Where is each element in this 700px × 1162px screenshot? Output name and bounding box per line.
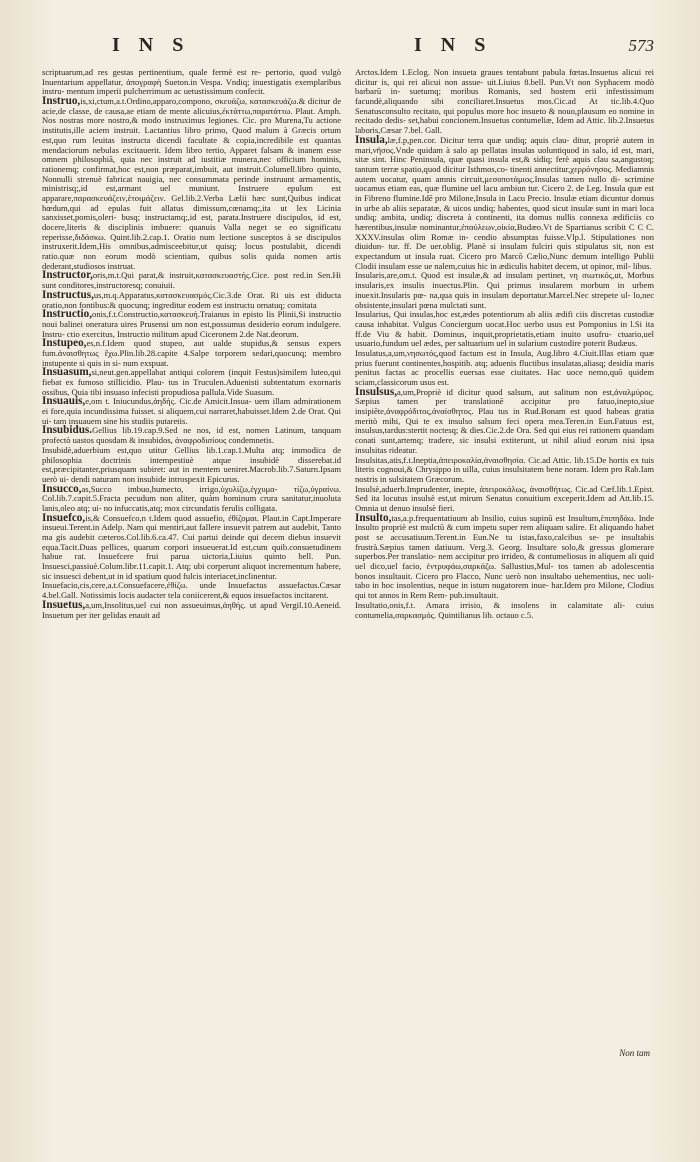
- page-number: 573: [628, 36, 654, 55]
- entry-text: oris,m.t.Qui parat,& instruit,κατασκευαστής.Cice. post red.in Sen.Hi sunt conditores,instructoresq; conuiuii.: [42, 270, 341, 291]
- entry-text: tas,a.p.frequentatiuum ab Insilio, cuius supinū est Insultum,ἐπιπηδάω. Inde Insulto propriè est mulctū & cum impetu super rem aliquam salire. Et aliquando habet post se accusatiuum.Terent.in Eun.Ne tu istas,faxo,calcibus se- pe insultabis frustrà.Sæpius tamen datiuum. Verg.3. Georg. Insultare solo,& gressus glomerare superbos.Per translatio- nem accipitur pro irrideo, & contumeliosus in aliquem ali quid uel dico,uel facio, ἐντρυφάω,σαρκάζω. Sallustius,Mul- tos tamen ab adolescentia bonos insultauit. Cicero pro Flacco, Nunc uerò non insultabo uehementius, nec uoli- tabo in hoc insolentius, neque in istum nugatorem inue- har.Idem pro Milone, Clodius qui tot annos in Rem Rem- pub.insultauit.: [355, 512, 654, 601]
- dictionary-entry: [42, 511, 341, 582]
- dictionary-entry: [42, 310, 341, 339]
- dictionary-entry: [42, 97, 341, 271]
- entry-text: onis,f.t.Constructio,κατασκευή.Traianus in episto lis Plinii,Si instructio noui balinei oneratura uires Prusensi um non est,possumus desiderio eorum indulgere. Instru- ctio exercitus, Instructio militum apud Ciceronem 2.de Nat.deorum.: [42, 309, 341, 339]
- dictionary-entry: [42, 426, 341, 445]
- dictionary-entry: [42, 68, 341, 97]
- entry-headword: Instructio,: [42, 308, 93, 321]
- left-column: [42, 68, 341, 620]
- entry-text: a,um,Propriè id dicitur quod salsum, aut salitum non est,ἀναλμύρος. Sæpius tamen per translationē accipitur pro fatuo,inepto,siue insipiēte,ἀναφρόδιτος,ἀναίσθητος. Plau tus in Rud.Bonam est quod habeas gratia meritò mihi, Qui te ex insulso salsum feci opera mea.Teren.in Eun.Fatuus est, insulsus,tardus:stertit noctesq; & dies.Cic.2.de Ora. Sed qui eius rei rationem quandam conati sunt,artemq; tradere, sic insulsi extiterunt, ut nihil aliud eorum nisi ipsa insulsitas rideatur.: [355, 386, 654, 455]
- dictionary-entry: [42, 368, 341, 397]
- entry-text: Insuefacio,cis,cere,a.t.Consuefacere,ἐθίζω. unde Insuefactus assuefactus.Cæsar 4.bel.Gall. Notissimis locis audacter tela coniicerent,& equos insuefactos incitarent.: [42, 580, 341, 601]
- dictionary-entry: [355, 68, 654, 136]
- entry-text: Insultatio,onis,f.t. Amara irrisio, & insolens in calamitate ali- cuius contumelia,σαρκασμός. Quintilianus lib. octauo c.5.: [355, 599, 654, 620]
- entry-headword: Instructus,: [42, 288, 94, 301]
- dictionary-entry: [42, 598, 341, 620]
- header-right-title: I N S: [414, 34, 493, 56]
- entry-text: si,neut.gen.appellabat antiqui colorem (inquit Festus)similem luteo,qui fiebat ex fumoso stillicidio. Plau- tus in Truculen.Aduenisti subtentatum exornaris ossibus, Quia tibi insuaso infecisti propudiosa pallula.Vide Suasum.: [42, 367, 341, 397]
- dictionary-entry: [355, 601, 654, 620]
- entry-text: Insulsè,aduerb.Imprudenter, inepte, ἀπειροκάλως, ἀναισθήτως. Cic.ad Cæf.lib.1.Epist. Sed ita locutus insulsè est,ut mirum Senatus conuitium exceperit.Idem ad Att.lib.15. Omnia ut denuo insulsè fieri.: [355, 483, 654, 513]
- entry-headword: Insuefco,: [42, 511, 86, 524]
- entry-text: Insulsitas,atis,f.t.Ineptia,ἀπειροκαλία,ἀναισθησία. Cic.ad Attic. lib.15.De hortis ex tuis literis cognoui,& Chrysippo in uilla, cuius insulsitatem bene noram. Idem pro Rab.Iam nostris in sulsitatem Græcorum.: [355, 454, 654, 484]
- entry-headword: Insuauis,: [42, 395, 86, 408]
- dictionary-entry: [355, 511, 654, 601]
- right-column: [355, 68, 654, 620]
- entry-text: Insubidè,aduerbium est,quo utitur Gellius lib.1.cap.1.Multa atq; immodica de philosophia doctrinis intempestiuè atque insubidè disserebat.id est,præcipitanter,priusquam subiret: aut in mentem ueniret.Macrob.lib.7.Saturn.Ipsam uerò ui- dendi naturam non insubide introspexit Epicurus.: [42, 444, 341, 484]
- dictionary-entry: [355, 385, 654, 456]
- dictionary-entry: [42, 581, 341, 600]
- entry-headword: Insuasum,: [42, 366, 92, 379]
- entry-text: a,um,Insolitus,uel cui non assueuimus,ἀηθής. ut apud Vergil.10.Aeneid. Insuetum per iter gelidas enauit ad: [42, 599, 341, 620]
- entry-text: Insularius, Qui insulas,hoc est,ædes potentiorum ab aliis ædifi ciis discretas custodiæ causa inhabitat. Vulgus Conciergum uocat.Hoc uerbo usus est Pomponius in l.Si ita ff.de Viu & habit. Dominus, inquit,proprietatis,etiam inuito usufru- ctuario,uel usuario,fundum uel ædes, per saltuarium uel in sularium custodire poterit Budæus.: [355, 309, 654, 349]
- dictionary-entry: [355, 456, 654, 485]
- entry-headword: Insulsus,: [355, 385, 397, 398]
- dictionary-entry: [42, 446, 341, 485]
- entry-text: Insularis,are,om.t. Quod est insulæ,& ad insulam pertinet, νη σιωτικός,ut, Morbus insularis,ex insulis inuectus.Plin. Qui primus insularem morbum in urbem inuexit.Insularis pœ- na,qua quis in insulam deportatur.Marcel.Nec strepete ul- lo,nec obsistente,insulari pœna mulctati sunt.: [355, 270, 654, 310]
- entry-text: scriptuarum,ad res gestas pertinentium, quale fermè est re- pertorio, quod vulgò Inuentarium appellatur, ἀπογραφὴ Sueton.in Vespa. Vndiq; inuestigatis exemplaribus instru- mentum imperii pulcherrimum ac uetustissimum confecit.: [42, 67, 341, 97]
- header-left-title: I N S: [112, 34, 191, 56]
- entry-headword: Insulto,: [355, 511, 392, 524]
- entry-headword: Insuetus,: [42, 598, 86, 611]
- dictionary-entry: [42, 397, 341, 426]
- entry-text: es,n.f.Idem quod stupeo, aut ualde stupidus,& sensus expers fum.ἀναισθητως ἔχω.Plin.lib.28.capite 4.Salpe torporem sedari,quocunq; membro instupente si quis in si- num exspuat.: [42, 338, 341, 368]
- dictionary-entry: [355, 310, 654, 349]
- running-header: [42, 34, 654, 68]
- entry-text: læ,f.p,pen.cor. Dicitur terra quæ undiq; aquis clau- ditur, propriè autem in mari,νῆσος.Vnde quidam à salo ap pellatas insulas uoluntiquod in salo, id est, mari, sitæ sint. Hinc Peninsula, quæ quasi insula est,& sidiq; ferè aquis clau sa,angustoq; tantum terræ spatio,quod dicitur Isthmos,co- tinenti annectitur,χερρόνησος. Mediamnis autem uocatur, quam amnis circuit,μεσοποτάμιος.Insulas tamen nullo di- scrimine uocamus etiam eas, quæ flumine uel lacu ambiun tur. Cicero 2. de Leg. Insula quæ est in Fibreno flumine.Idē pro Milone,Insula in Lacu Precio. Insulæ etiam dicuntur domus in urbe ab aliis separatæ, & uicos undiq; habentes, quod sicut insulæ sunt in mari loca undiq; ambita, undiq; discreta à continenti, ita domus nullis connexa ædificiis co hærentibus,insulæ nominantur,ἐπαύλεων,οἰκία,Budæo.Vt de Spartianus scribit C C C. XXXV.insulas olim Romæ in- cendio absumptas fuisse.Vlp.l. Stipulationes non diuidun- tur. ff. De uer.oblig. Planè si insulam fulciri quis stipulatus sit, non est expectandum ut insula ruat. Cicero pro Marcō Cælio,Nunc demum intelligo Publii Clodii insulam esse ue nalem,cuius hic in ædiculis habitet decem, ut opinor, mil- libus.: [355, 134, 654, 271]
- entry-text: is,xi,ctum,a.t.Ordino,apparo,compono, σκευάζω, κατασκευάζω.& dicitur de acie,de classe, de causa,ae etiam de mente alicuius,ἐκτάττω,παρατάττω. Plaut. Amph. Nos nostras more nostro,& modo instruximus legiones. Cic. pro Murena,Tu actione institutis,ille aciem instruit. Lactantius libro primo, Quod malum à Græcis ortum est,quo rum leuitas instructa dicendi facultate & copia,incredibile est quantas mendaciorum nebulas excitauerit. Idem libro tertio, Apparet falsam & inanem esse omnem philosophiã, quia nec instruit ad iustitiæ munera,nec officium hominis, rationemq; confirmat,hoc est,non præparat,imbuit, aut instruit.Columell.libro quinto, Nonnulli strenuè fabricat nauigia, nec consummata perinde instruunt armamentis, ministrisq;,id est,armant uel muniunt. Instruere epulum est apparare,παρασκευάζειν,ἑτοιμάζειν. Gel.lib.2.Verba Lælii hæc sunt,Quibus indicat hœdum,qui ad epulas fuit allatus dimissum,cœnamq;,ita ut lex Licinia sanxisset,pomis,oleri- busq; instructamq;,id est, parata.Instruere discipulos, id est, docere,literis & disciplinis imbuere: quanuis Valla neget se eo significatu reperisse,διδάσκω. Quint.lib.2.cap.1. Oratio num lectione susceptos à se discipulos instruxerit.Idem,His omnibus,admisceebitur,ut quisq; locus postulabit, dicendi ratio.quæ non eorum modò scientiam, quibus solis quida nomen artis dederant,studiosos instruat.: [42, 96, 341, 271]
- entry-text: Arctos.Idem 1.Eclog. Non insueta graues tentabunt pabula fœtas.Insuetus alicui rei dicitur is, qui rei alicui non assue- uit.Liuius 8.bell. Pun.Vt non Syphacem modò barbarū in- suetumq; moribus Romanis, sed hostem erii infestissimum facundè,aliquando sibi conciliaret.Insuetus mos.Cic.ad At tic.lib.4.Quo Senatusconsulto recitato, qui populus more hoc insueto & nouo,plausum eo nomine in recitado dedis- set,habui concionem.Insuetus contumeliæ, Idem ad Attic. lib.2.Insuetus laboris,Cæsar 7.bel. Gall.: [355, 67, 654, 136]
- entry-text: us,m.q.Apparatus,κατασκευασμός.Cic.3.de Orat. Ri uis est diducta oratio,non fontibus:& quocunq; ingreditur eodem est instructu ornatuq; comitata: [42, 289, 341, 310]
- entry-text: is,& Consuefco,n t.Idem quod assuefio, ἐθίζομαι. Plaut.in Capt.Imperare insueui.Terent.in Adelp. Nam qui mentiri,aut fallere insuevit patrem aut audebit, Tanto ma gis audebit cæteros.Col.lib.6.ca.47. Cui partui deinde qui decem diebus insuevit equa.Tacit.Duas pellices, quarum corpori insueuerat.Id est,cum quib.consuetudinem habue rat. Insuefcere frui parua uictoria,Liuius quinto bell. Pun. Insuesci,passiuè.Colum.libr.11.capit.1. Atq; ubi corperunt aliquot incrementum habere, sic insuesci debent,ut in id spatium quod fulcis interiacet,inclinentur.: [42, 512, 341, 581]
- entry-headword: Insula,: [355, 133, 388, 146]
- entry-text: e,om t. Iniucundus,ἀηδής. Cic.de Amicit.Insua- uem illam admirationem ei fore,quia incundissima fuisset. si aliquem,cui narraret,habuisset.Idem 2.de Orat. Qui ui- tam insuauem sine his studiis putaretis.: [42, 396, 341, 426]
- entry-headword: Insucco,: [42, 482, 82, 495]
- catchword: Non tam: [619, 1048, 650, 1058]
- dictionary-entry: [42, 482, 341, 514]
- entry-headword: Instruo,: [42, 95, 81, 108]
- entry-text: Gellius lib.19.cap.9.Sed ne nos, id est, nomen Latinum, tanquam profectò uastos quosdam & insubidos, ἀναφροδισίους condemnetis.: [42, 425, 341, 446]
- dictionary-entry: [355, 133, 654, 272]
- entry-headword: Insubidus.: [42, 424, 93, 437]
- entry-text: Insulatus,a,um,νησωτός,quod factum est in Insula, Aug.libro 4.Ciuit.Illas etiam quæ prius fuerunt continentes,hospitib. atq; aduenis fluctibus insulatas,aliasq; desidia maris penitus factas ac procellis euersas esse ciuitates. Hac uoce nemo,quō quidem sciam,classicorum usus est.: [355, 347, 654, 387]
- two-column-body: [42, 68, 654, 620]
- dictionary-entry: [355, 349, 654, 388]
- entry-text: as,Succo imbuo,humecto, irrigo,ὑχυλίζω,ἐγχυμα- τίζω,ὑγραίνω. Col.lib.7.capit.5.Fracta pecudum non aliter, quàm hominum crura sanitatur,inuoluta lanis,oleo atq; ui- no infuccatis,atq; mox circundatis ferulis colligata.: [42, 483, 341, 513]
- dictionary-entry: [355, 271, 654, 310]
- dictionary-entry: [42, 339, 341, 368]
- entry-headword: Instupeo,: [42, 337, 87, 350]
- dictionary-entry: [355, 485, 654, 514]
- entry-headword: Instructor,: [42, 269, 93, 282]
